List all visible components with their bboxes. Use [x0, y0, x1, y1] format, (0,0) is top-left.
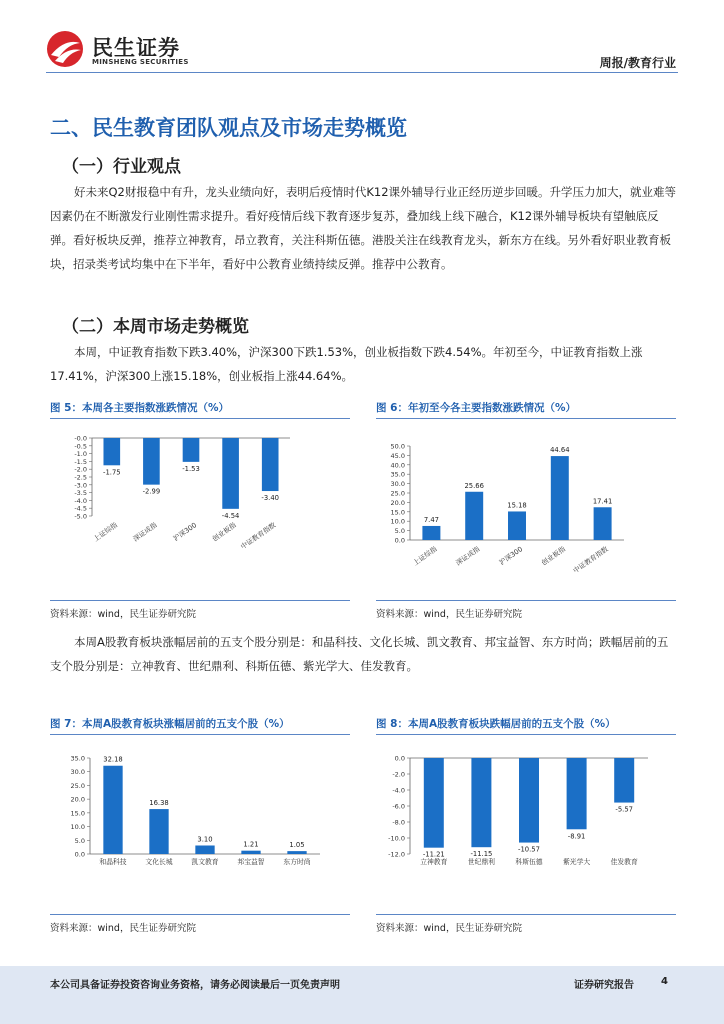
fig8-bar	[519, 758, 539, 843]
fig6-y-tick-label: 15.0	[390, 508, 405, 517]
fig5-y-tick-label: -5.0	[74, 512, 87, 521]
fig7-category-label: 文化长城	[145, 858, 173, 866]
fig6-y-tick-label: 35.0	[390, 470, 405, 479]
fig6-value-label: 15.18	[507, 501, 527, 510]
fig5-y-tick-label: -4.0	[74, 496, 87, 505]
page-header	[0, 0, 724, 74]
page-footer	[0, 966, 724, 1024]
fig5-title: 图 5：本周各主要指数涨跌情况（%）	[50, 402, 229, 414]
fig7-y-tick-label: 35.0	[70, 754, 85, 763]
fig8-bar	[614, 758, 634, 803]
fig5-y-tick-label: -3.5	[74, 489, 87, 498]
fig7-bar	[241, 851, 260, 854]
fig5-y-tick-label: -3.0	[74, 481, 87, 490]
fig6-bar	[594, 507, 612, 540]
fig8-value-label: -11.21	[422, 850, 445, 859]
fig8-value-label: -11.15	[470, 850, 493, 859]
fig8-chart	[376, 740, 676, 908]
fig8-y-tick-label: -2.0	[392, 770, 405, 779]
fig8-source: 资料来源：wind，民生证券研究院	[376, 923, 522, 934]
fig5-category-label: 深证成指	[131, 521, 159, 544]
fig7-category-label: 凯文教育	[191, 858, 219, 866]
fig7-value-label: 32.18	[103, 755, 123, 764]
footer-report-label: 证券研究报告	[574, 980, 634, 991]
fig7-y-tick-label: 10.0	[70, 823, 85, 832]
subsection-industry-view: （一）行业观点	[62, 157, 181, 177]
fig6-y-tick-label: 20.0	[390, 498, 405, 507]
fig7-y-tick-label: 25.0	[70, 781, 85, 790]
fig7-title-rule	[50, 734, 350, 735]
fig6-chart	[376, 424, 676, 604]
fig7-y-tick-label: 30.0	[70, 768, 85, 777]
fig6-value-label: 25.66	[464, 481, 484, 490]
fig5-value-label: -4.54	[221, 511, 240, 520]
fig5-category-label: 上证综指	[92, 521, 119, 544]
fig6-y-tick-label: 5.0	[394, 527, 405, 536]
page-number: 4	[661, 976, 668, 987]
fig6-source: 资料来源：wind，民生证券研究院	[376, 609, 522, 620]
fig6-y-tick-label: 25.0	[390, 489, 405, 498]
fig6-value-label: 7.47	[423, 515, 439, 524]
fig7-title: 图 7：本周A股教育板块涨幅居前的五支个股（%）	[50, 718, 290, 730]
fig8-category-label: 紫光学大	[563, 858, 591, 866]
paragraph-industry-view: 好未来Q2财报稳中有升，龙头业绩向好，表明后疫情时代K12课外辅导行业正经历逆步回暖。升学压力加大，就业难等因素仍在不断激发行业刚性需求提升。看好疫情后线下教育逐步复苏，叠加线上线下融合，K12课外辅导板块有望触底反弹。看好板块反弹，推荐立神教育，昂立教育，关注科斯伍德。港股关注在线教育龙头，新东方在线。另外看好职业教育板块，招录类考试均集中在下半年，看好中公教育业绩持续反弹。推荐中公教育。	[50, 185, 677, 271]
fig5-value-label: -1.53	[182, 464, 200, 473]
fig8-category-label: 立神教育	[420, 858, 448, 866]
fig7-value-label: 3.10	[197, 835, 213, 844]
paragraph-market-overview: 本周，中证教育指数下跌3.40%，沪深300下跌1.53%，创业板指数下跌4.54%。年初至今，中证教育指数上涨17.41%，沪深300上涨15.18%，创业板指上涨44.64%。	[50, 345, 643, 383]
fig5-bar	[103, 438, 120, 465]
fig6-y-tick-label: 45.0	[390, 451, 405, 460]
fig5-category-label: 沪深300	[171, 521, 199, 543]
fig6-value-label: 44.64	[550, 446, 570, 455]
fig8-y-tick-label: -6.0	[392, 802, 405, 811]
subsection-market-overview: （二）本周市场走势概览	[62, 317, 249, 337]
fig7-category-label: 和晶科技	[99, 858, 127, 866]
header-divider	[46, 72, 678, 73]
fig7-category-label: 东方时尚	[283, 858, 311, 866]
fig7-value-label: 16.38	[149, 799, 169, 808]
fig5-y-tick-label: -2.5	[74, 473, 87, 482]
fig6-y-tick-label: 40.0	[390, 461, 405, 470]
fig5-source: 资料来源：wind，民生证券研究院	[50, 609, 196, 620]
fig6-value-label: 17.41	[592, 497, 613, 506]
fig6-category-label: 中证教育指数	[571, 545, 610, 576]
fig7-y-tick-label: 20.0	[70, 795, 85, 804]
footer-disclaimer: 本公司具备证券投资咨询业务资格，请务必阅读最后一页免责声明	[50, 980, 340, 991]
fig8-y-tick-label: -8.0	[392, 818, 405, 827]
fig5-bar	[222, 438, 239, 509]
fig7-y-tick-label: 15.0	[70, 809, 85, 818]
fig7-value-label: 1.21	[243, 840, 259, 849]
fig6-title: 图 6：年初至今各主要指数涨跌情况（%）	[376, 402, 576, 414]
fig7-bar	[195, 845, 214, 854]
fig6-bar	[465, 492, 483, 540]
fig8-title: 图 8：本周A股教育板块跌幅居前的五支个股（%）	[376, 718, 616, 730]
fig8-y-tick-label: -4.0	[392, 786, 405, 795]
fig6-category-label: 上证综指	[411, 545, 439, 568]
fig6-bar	[551, 456, 569, 540]
fig6-y-tick-label: 0.0	[394, 536, 405, 545]
fig8-bottom-rule	[376, 914, 676, 915]
fig5-bottom-rule	[50, 600, 350, 601]
fig8-value-label: -8.91	[567, 832, 586, 841]
section-title: 二、民生教育团队观点及市场走势概览	[50, 116, 407, 140]
fig7-chart	[50, 740, 350, 908]
fig8-value-label: -10.57	[518, 845, 540, 854]
fig8-bar	[567, 758, 587, 829]
fig8-title-rule	[376, 734, 676, 735]
fig5-y-tick-label: -2.0	[74, 465, 87, 474]
fig6-category-label: 沪深300	[497, 545, 525, 567]
fig7-value-label: 1.05	[289, 841, 305, 850]
fig5-y-tick-label: -4.5	[74, 504, 87, 513]
fig6-bar	[508, 511, 526, 540]
paragraph-top-stocks: 本周A股教育板块涨幅居前的五支个股分别是：和晶科技、文化长城、凯文教育、邦宝益智、东方时尚；跌幅居前的五支个股分别是：立神教育、世纪鼎利、科斯伍德、紫光学大、佳发教育。	[50, 635, 669, 673]
fig7-category-label: 邦宝益智	[237, 858, 265, 866]
fig8-category-label: 科斯伍德	[515, 858, 543, 866]
fig5-category-label: 创业板指	[210, 521, 238, 544]
fig7-bar	[149, 809, 168, 854]
fig7-y-tick-label: 0.0	[74, 850, 85, 859]
fig8-y-tick-label: -12.0	[388, 850, 405, 859]
minsheng-logo-icon	[46, 30, 84, 68]
fig7-bar	[103, 766, 122, 854]
fig5-title-rule	[50, 418, 350, 419]
fig5-chart	[50, 424, 350, 604]
fig5-y-tick-label: -1.0	[74, 450, 87, 459]
fig8-category-label: 世纪鼎利	[467, 858, 495, 866]
fig8-bar	[424, 758, 444, 848]
fig7-bar	[287, 851, 306, 854]
fig7-source: 资料来源：wind，民生证券研究院	[50, 923, 196, 934]
fig8-y-tick-label: -10.0	[388, 834, 405, 843]
fig8-bar	[471, 758, 491, 847]
fig6-y-tick-label: 30.0	[390, 480, 405, 489]
fig5-value-label: -3.40	[261, 494, 279, 503]
fig5-category-label: 中证教育指数	[239, 521, 278, 552]
fig6-bottom-rule	[376, 600, 676, 601]
fig6-y-tick-label: 10.0	[390, 517, 405, 526]
report-type: 周报/教育行业	[599, 56, 676, 70]
fig6-category-label: 深证成指	[454, 545, 482, 568]
fig7-y-tick-label: 5.0	[74, 836, 85, 845]
fig8-value-label: -5.57	[615, 805, 633, 814]
fig5-y-tick-label: -0.5	[74, 442, 87, 451]
fig5-bar	[183, 438, 200, 462]
fig8-y-tick-label: 0.0	[394, 754, 405, 763]
logo-chinese: 民生证券	[92, 36, 180, 60]
fig5-value-label: -1.75	[103, 468, 121, 477]
fig6-bar	[422, 526, 440, 540]
fig5-bar	[143, 438, 160, 485]
fig5-bar	[262, 438, 279, 491]
fig5-y-tick-label: -0.0	[74, 434, 87, 443]
logo-english: MINSHENG SECURITIES	[92, 58, 189, 66]
fig5-y-tick-label: -1.5	[74, 457, 87, 466]
fig6-y-tick-label: 50.0	[390, 442, 405, 451]
fig5-value-label: -2.99	[142, 487, 161, 496]
fig8-category-label: 佳发教育	[610, 858, 638, 866]
fig6-title-rule	[376, 418, 676, 419]
fig7-bottom-rule	[50, 914, 350, 915]
fig6-category-label: 创业板指	[540, 545, 567, 568]
